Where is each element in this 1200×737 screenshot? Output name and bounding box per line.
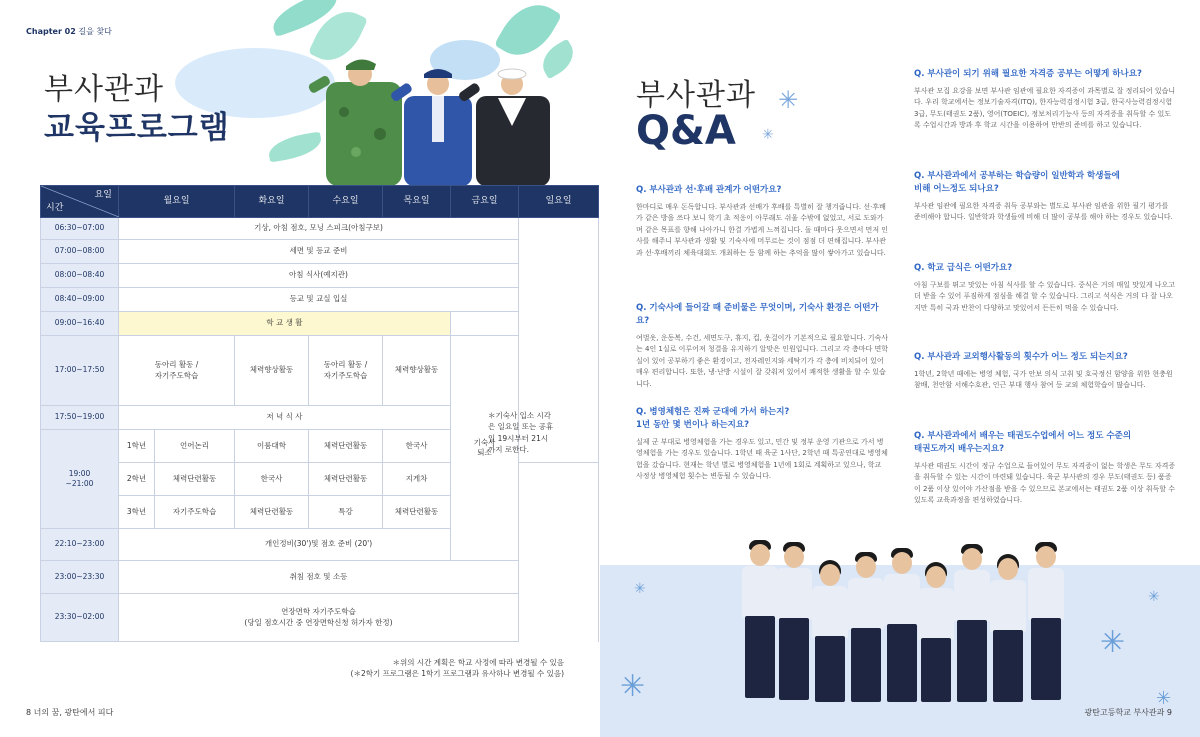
- qa-item: [914, 170, 1176, 224]
- activity-cell: 지게차: [383, 463, 451, 496]
- table-row: [41, 594, 599, 642]
- qa-question: Q. 부사관과 교외행사활동의 횟수가 어느 정도 되는지요?: [914, 352, 1128, 362]
- qa-question: Q. 기숙사에 들어갈 때 준비물은 무엇이며, 기숙사 환경은 어떤가요?: [636, 303, 879, 326]
- corner-bottom-label: 시간: [46, 202, 64, 213]
- page-title-line2: 교육프로그램: [44, 110, 230, 146]
- activity-cell: 아침 식사(예지관): [119, 264, 519, 288]
- time-cell: 08:00~08:40: [41, 264, 119, 288]
- table-row: [41, 529, 599, 561]
- page-footer-right: 광탄고등학교 부사관과 9: [1084, 708, 1172, 717]
- chapter-subtitle: 길을 찾다: [78, 27, 112, 36]
- students-group-photo: [728, 540, 1078, 737]
- qa-answer: 실제 군 부대로 병영체험을 가는 경우도 있고, 민간 및 정부 운영 기관으로 가서 병영체험을 가는 경우도 있습니다. 1학년 때 육군 1사단, 2학년 때 특공연대로 병영체험을 갔습니다. 현재는 학년 별로 병영체험을 1년에 1회로 계획하고 있으나, 학교 사정상 병영체험 횟수는 변동될 수 있습니다.: [636, 437, 888, 481]
- table-notes: [351, 657, 564, 680]
- table-row: [41, 264, 599, 288]
- corner-header: [41, 186, 119, 218]
- time-cell: 08:40~09:00: [41, 288, 119, 312]
- activity-cell: 이룸대학: [235, 430, 309, 463]
- activity-cell: 기상, 아침 점호, 모닝 스피크(아침구보): [119, 218, 519, 240]
- table-row: [41, 561, 599, 594]
- grade-cell: 3학년: [119, 496, 155, 529]
- army-soldier-figure: [307, 59, 402, 186]
- day-header: 화요일: [235, 186, 309, 218]
- qa-question: Q. 부사관과에서 공부하는 학습량이 일반학과 학생들에 비해 어느정도 되나요?: [914, 171, 1120, 194]
- activity-cell: 개인정비(30')및 점호 준비 (20'): [119, 529, 519, 561]
- qa-item: [914, 351, 1176, 392]
- activity-cell: 한국사: [235, 463, 309, 496]
- chapter-label: Chapter 02: [26, 27, 76, 36]
- qa-answer: 1학년, 2학년 때에는 병영 체험, 국가 안보 의식 고취 및 호국정신 함양을 위한 현충원 참배, 천안함 서해수호관, 인근 부대 행사 참여 등 교외 체험학습이 많습니다.: [914, 369, 1173, 390]
- time-cell: 09:00~16:40: [41, 312, 119, 336]
- chapter-header: [26, 26, 112, 37]
- qa-question: Q. 병영체험은 진짜 군대에 가서 하는지? 1년 동안 몇 번이나 하는지요?: [636, 407, 790, 430]
- qa-title-line2: Q&A: [636, 108, 736, 154]
- sparkle-icon: ✳: [1100, 625, 1126, 660]
- day-header: 목요일: [383, 186, 451, 218]
- qa-title-line1: 부사관과: [636, 78, 756, 113]
- qa-item: [914, 262, 1176, 314]
- table-row: [41, 336, 599, 406]
- soldiers-illustration: [300, 52, 560, 186]
- time-cell: 06:30~07:00: [41, 218, 119, 240]
- activity-cell: 체력단련활동: [309, 463, 383, 496]
- note-line2: (＊2학기 프로그램은 1학기 프로그램과 유사하나 변경될 수 있음): [350, 669, 564, 679]
- qa-question: Q. 부사관이 되기 위해 필요한 자격증 공부는 어떻게 하나요?: [914, 69, 1142, 79]
- qa-answer: 부사관 모집 요강을 보면 부사관 임관에 필요한 자격증이 과목별로 잘 정리되어 있습니다. 우리 학교에서는 정보기술자격(ITQ), 한자능력검정시험 3급, 한국사능력검정시험 3급, 무도(태권도 2품), 영어(TOEIC), 정보처리기능사 등의 자격증을 취득할 수 있도록 수업시간과 방과 후 학교 시간을 이용하여 만반의 준비를 하고 있습니다.: [914, 86, 1176, 130]
- qa-item: [914, 68, 1176, 132]
- table-row: [41, 218, 599, 240]
- table-header-row: [41, 186, 599, 218]
- sparkle-icon: ✳: [620, 669, 646, 704]
- qa-answer: 여벌옷, 운동복, 수건, 세면도구, 휴지, 컵, 옷걸이가 기본적으로 필요합니다. 기숙사는 4인 1실로 이루어져 청결을 유지하기 알맞은 인원입니다. 그리고 각 층마다 면학실이 있어 공부하기 좋은 환경이고, 전자레인지와 세탁기가 각 층에 비치되어 있어 매우 편리합니다. 또한, 냉·난방 시설이 잘 갖춰져 있어서 쾌적한 생활을 할 수 있습니다.: [636, 333, 888, 388]
- qa-answer: 부사관 태권도 시간이 정규 수업으로 들어있어 무도 자격증이 없는 학생은 무도 자격증을 취득할 수 있는 시간이 마련돼 있습니다. 육군 부사관의 경우 무도(태권도 등) 품증이 2품 이상 있어야 가산점을 받을 수 있으므로 본교에서는 태권도 2품 이상 취득할 수 있도록 교육과정을 편성하였습니다.: [914, 461, 1176, 505]
- activity-cell: 세면 및 등교 준비: [119, 240, 519, 264]
- qa-item: [914, 430, 1176, 507]
- qa-item: [636, 406, 890, 483]
- qa-answer: 한마디로 매우 돈독합니다. 부사관과 선배가 후배를 특별히 잘 챙겨줍니다. 선·후배가 같은 방을 쓰다 보니 학기 초 적응이 아무래도 쉬울 수밖에 없었고, 서로 도와가며 같은 목표를 향해 나아가니 한결 가볍게 느껴집니다. 돌 때마다 웃으면서 먼저 인사를 해주니 부사관과 생활 및 기숙사에 머무르는 것이 점점 더 편해집니다. 부사관과 선·후배끼리 체육대회도 개최하는 등 함께 하는 추억을 많이 쌓아가고 있습니다.: [636, 202, 889, 257]
- time-cell: 07:00~08:00: [41, 240, 119, 264]
- activity-cell: 자기주도학습: [155, 496, 235, 529]
- activity-cell: 체력향상활동: [235, 336, 309, 406]
- activity-cell: 연장면학 자기주도학습 (당일 점호시간 중 연장면학신청 허가자 한정): [119, 594, 519, 642]
- day-header: 금요일: [451, 186, 519, 218]
- activity-cell: 등교 및 교실 입실: [119, 288, 519, 312]
- time-cell: 17:00~17:50: [41, 336, 119, 406]
- right-page: [600, 0, 1200, 737]
- note-line1: ＊위의 시간 계획은 학교 사정에 따라 변경될 수 있음: [392, 658, 564, 667]
- time-cell: 23:00~23:30: [41, 561, 119, 594]
- day-header: 월요일: [119, 186, 235, 218]
- activity-cell: 동아리 활동 / 자기주도학습: [119, 336, 235, 406]
- table-row: [41, 240, 599, 264]
- qa-question: Q. 부사관과 선·후배 관계가 어떤가요?: [636, 185, 782, 195]
- qa-question: Q. 학교 급식은 어떤가요?: [914, 263, 1013, 273]
- friday-dorm-cell: 기숙사 퇴소: [451, 336, 519, 561]
- qa-question: Q. 부사관과에서 배우는 태권도수업에서 어느 정도 수준의 태권도까지 배우는지요?: [914, 431, 1132, 454]
- day-header: 수요일: [309, 186, 383, 218]
- sparkle-icon: ✳: [1156, 688, 1172, 709]
- activity-cell: 저 녁 식 사: [119, 406, 451, 430]
- qa-answer: 부사관 임관에 필요한 자격증 취득 공부와는 별도로 부사관 임관을 위한 필기 평가를 준비해야 합니다. 일반학과 학생들에 비해 더 많이 공부를 해야 하는 경우도 있습니다.: [914, 201, 1173, 222]
- activity-cell: 취침 점호 및 소등: [119, 561, 519, 594]
- corner-top-label: 요일: [94, 190, 112, 200]
- sparkle-icon: ✳: [762, 127, 774, 143]
- time-cell: 19:00 ~21:00: [41, 430, 119, 529]
- page-title-line1: 부사관과: [44, 72, 164, 107]
- activity-cell: 특강: [309, 496, 383, 529]
- activity-cell: 체력향상활동: [383, 336, 451, 406]
- sparkle-icon: ✳: [778, 86, 799, 114]
- time-cell: 17:50~19:00: [41, 406, 119, 430]
- time-cell: 23:30~02:00: [41, 594, 119, 642]
- table-row: [41, 312, 599, 336]
- grade-cell: 2학년: [119, 463, 155, 496]
- sparkle-icon: ✳: [634, 581, 646, 597]
- activity-cell: 한국사: [383, 430, 451, 463]
- qa-item: [636, 184, 890, 259]
- table-row: [41, 288, 599, 312]
- time-cell: 22:10~23:00: [41, 529, 119, 561]
- grade-cell: 1학년: [119, 430, 155, 463]
- sunday-note-cell: [519, 463, 599, 642]
- qa-item: [636, 302, 890, 390]
- activity-cell: 체력단련활동: [235, 496, 309, 529]
- sunday-note: ＊기숙사 입소 시각은 일요일 또는 공휴일 19시부터 21시 까지 로한다.: [488, 411, 554, 454]
- day-header: 일요일: [519, 186, 599, 218]
- school-life-cell: 학 교 생 활: [119, 312, 451, 336]
- qa-answer: 아침 구보를 뛰고 맛있는 아침 식사를 할 수 있습니다. 중식은 거의 매일 맛있게 나오고 더 받을 수 있어 푸짐하게 점심을 해결 할 수 있습니다. 그리고 석식은 거의 다 잘 나오지만 특히 국과 반찬이 다양하고 맛있어서 든든히 먹을 수 있습니다.: [914, 280, 1176, 312]
- activity-cell: 체력단련활동: [383, 496, 451, 529]
- activity-cell: 동아리 활동 / 자기주도학습: [309, 336, 383, 406]
- activity-cell: 체력단련활동: [155, 463, 235, 496]
- page-footer-left: 8 너의 꿈, 광탄에서 피다: [26, 708, 114, 717]
- sparkle-icon: ✳: [1148, 589, 1160, 605]
- activity-cell: 체력단련활동: [309, 430, 383, 463]
- activity-cell: 언어논리: [155, 430, 235, 463]
